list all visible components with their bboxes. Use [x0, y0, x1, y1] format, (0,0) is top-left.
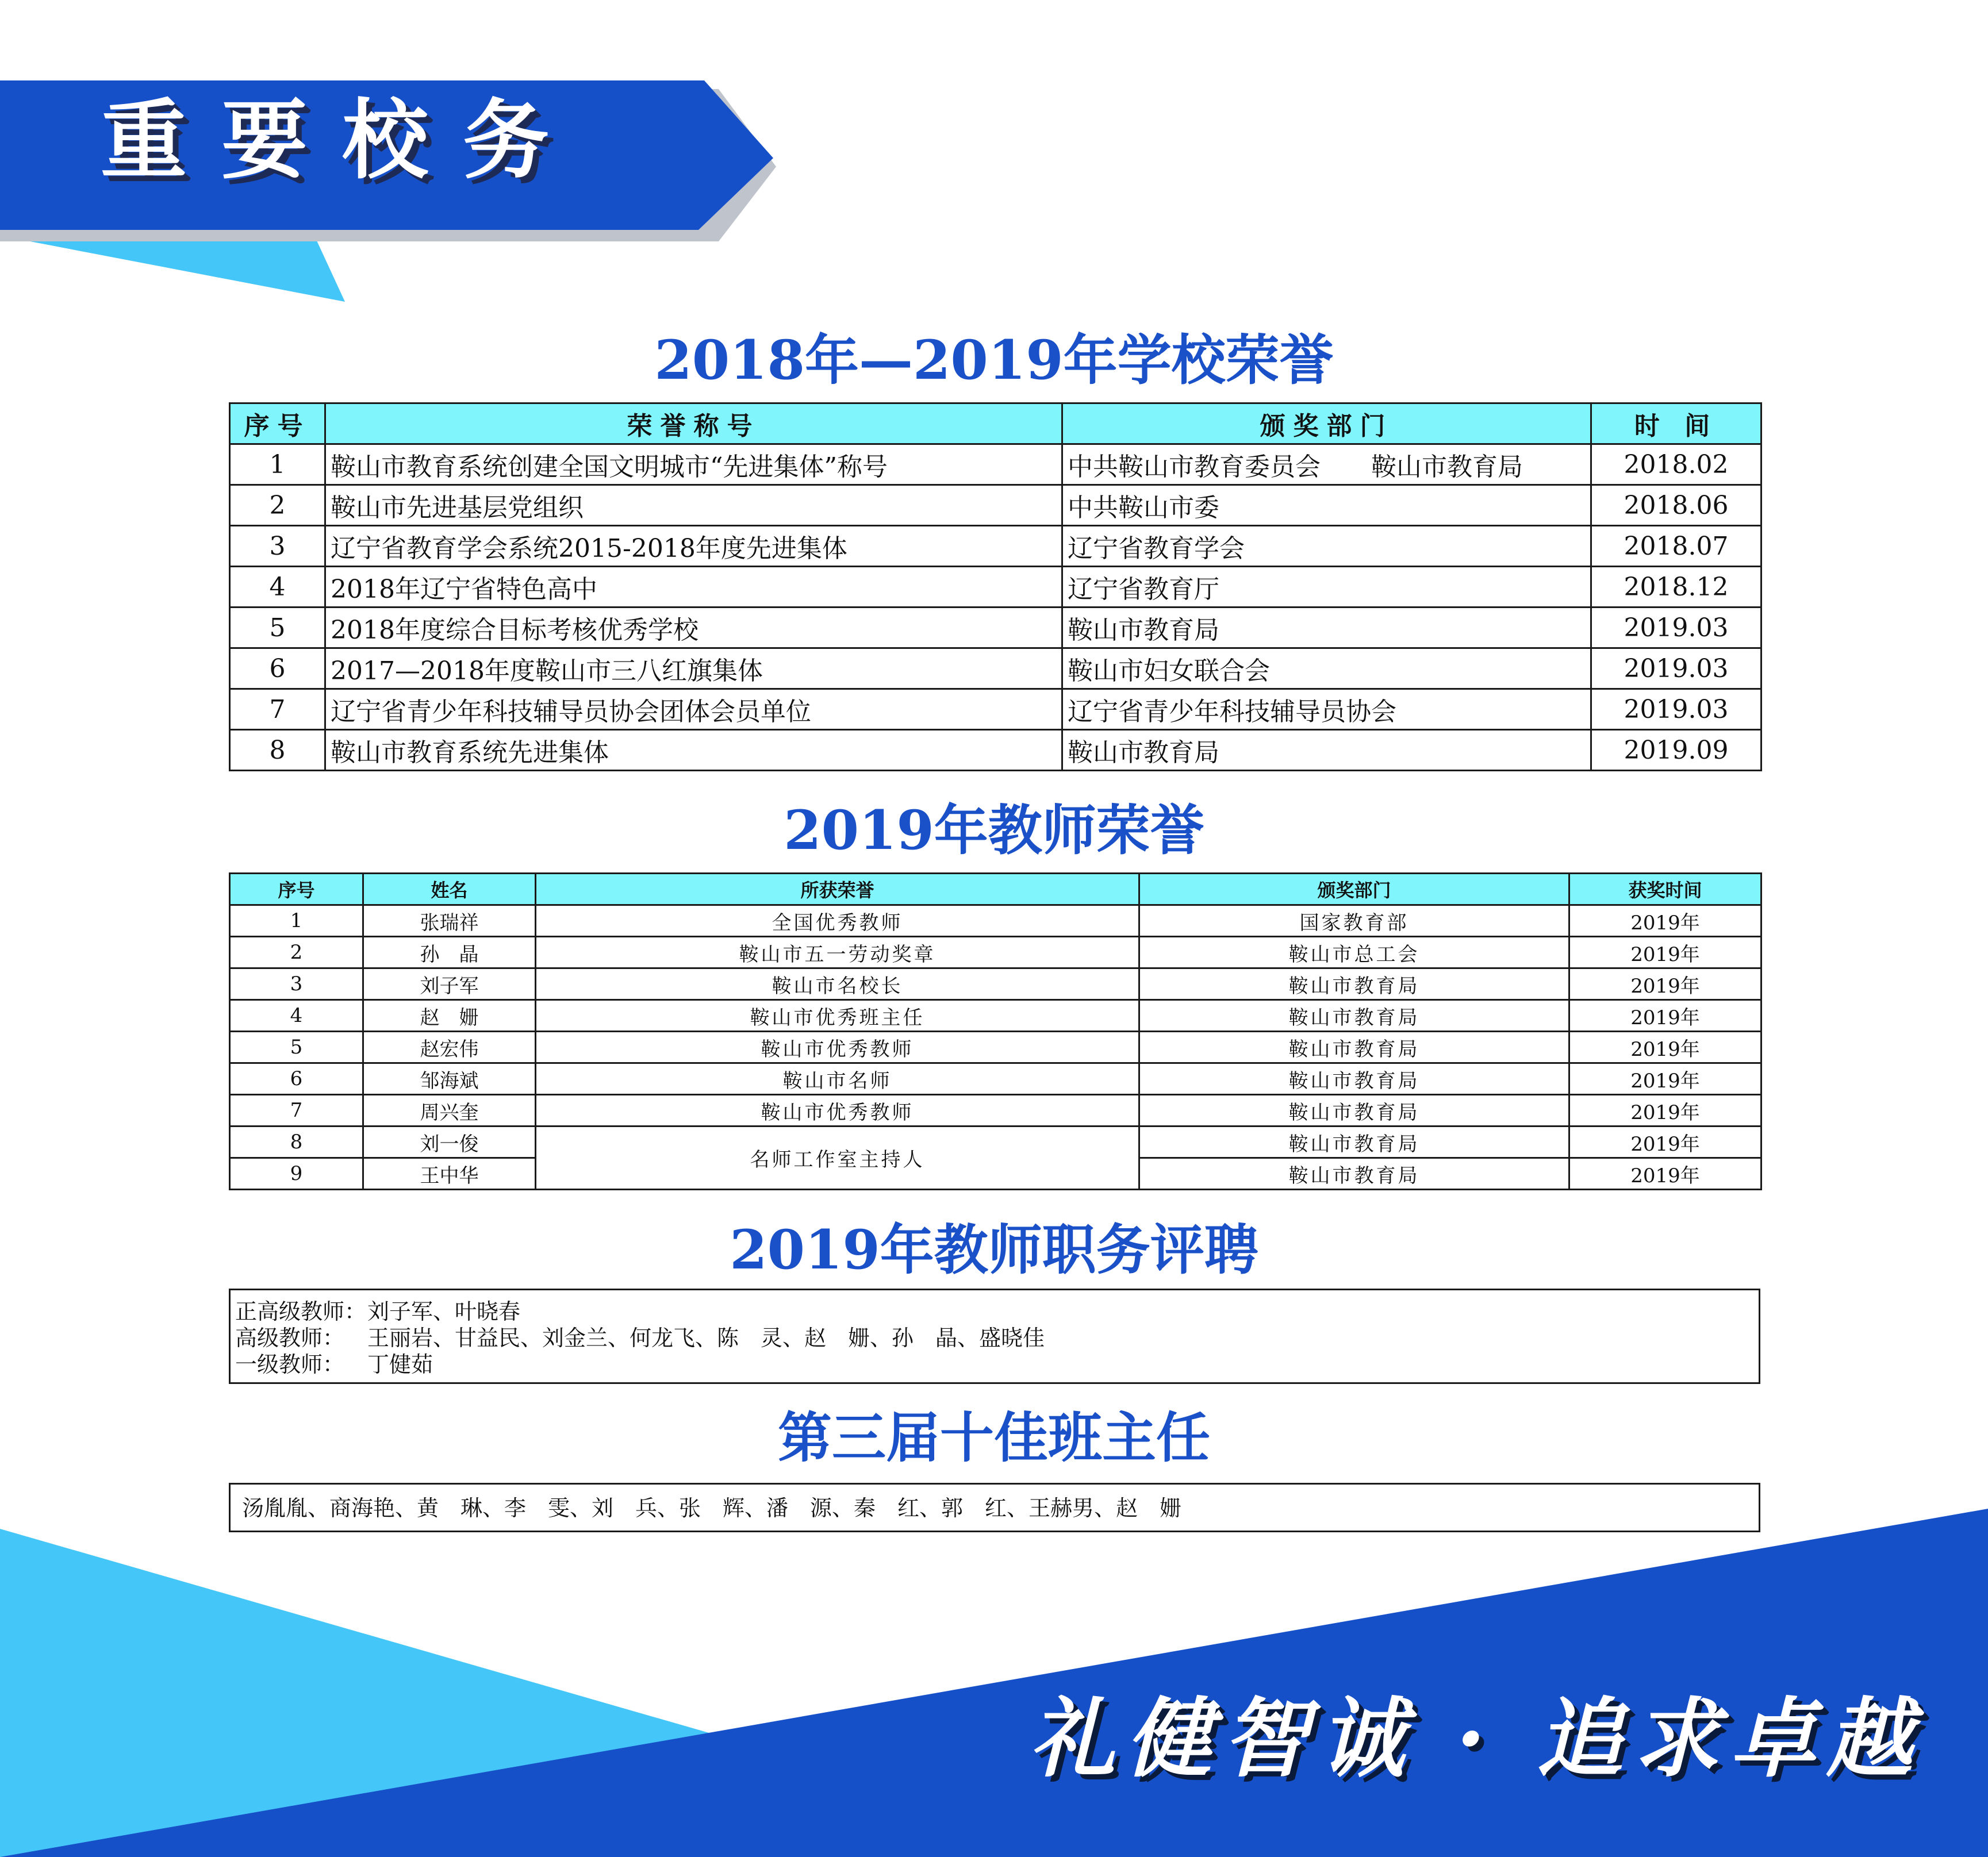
cell-name: 赵宏伟	[363, 1032, 536, 1063]
appointment-names: 刘子军、叶晓春	[367, 1299, 521, 1324]
cell-issuer: 鞍山市教育局	[1139, 1126, 1569, 1158]
cell-issuer: 国家教育部	[1139, 905, 1569, 937]
appointment-label: 高级教师：	[235, 1325, 345, 1351]
cell-name: 刘子军	[363, 968, 536, 1000]
cell-issuer: 鞍山市教育局	[1062, 608, 1591, 648]
cell-issuer: 鞍山市教育局	[1139, 1063, 1569, 1095]
cell-honor: 鞍山市教育系统创建全国文明城市“先进集体”称号	[325, 444, 1062, 485]
table-header-row	[230, 874, 1761, 905]
cell-index: 1	[230, 444, 325, 485]
cell-issuer: 鞍山市教育局	[1139, 1095, 1569, 1126]
cell-honor: 辽宁省教育学会系统2015-2018年度先进集体	[325, 526, 1062, 567]
table-row	[230, 1095, 1761, 1126]
table-row	[230, 526, 1761, 567]
cell-index: 8	[230, 730, 325, 771]
cell-name: 张瑞祥	[363, 905, 536, 937]
cell-index: 5	[230, 1032, 363, 1063]
banner-title: 重要校务	[101, 91, 584, 191]
table-row	[230, 1000, 1761, 1032]
cell-honor: 名师工作室主持人	[536, 1126, 1139, 1190]
cell-issuer: 中共鞍山市教育委员会 鞍山市教育局	[1062, 444, 1591, 485]
table-row	[230, 444, 1761, 485]
cell-issuer: 鞍山市教育局	[1139, 1032, 1569, 1063]
cell-issuer: 鞍山市教育局	[1139, 1000, 1569, 1032]
cell-date: 2019年	[1569, 1032, 1761, 1063]
cell-honor: 2017—2018年度鞍山市三八红旗集体	[325, 648, 1062, 689]
school-honors-table	[229, 402, 1762, 771]
cell-honor: 鞍山市优秀班主任	[536, 1000, 1139, 1032]
cell-honor: 全国优秀教师	[536, 905, 1139, 937]
cell-issuer: 鞍山市教育局	[1062, 730, 1591, 771]
column-header: 时 间	[1591, 403, 1761, 444]
cell-honor: 鞍山市优秀教师	[536, 1095, 1139, 1126]
cell-index: 6	[230, 648, 325, 689]
cell-date: 2019年	[1569, 1063, 1761, 1095]
cell-index: 8	[230, 1126, 363, 1158]
cell-date: 2019年	[1569, 937, 1761, 968]
cell-issuer: 辽宁省教育学会	[1062, 526, 1591, 567]
table-row	[230, 730, 1761, 771]
column-header: 序号	[230, 874, 363, 905]
cell-date: 2018.02	[1591, 444, 1761, 485]
table-header-row	[230, 403, 1761, 444]
cell-index: 7	[230, 689, 325, 730]
cell-date: 2019年	[1569, 905, 1761, 937]
cell-date: 2019.03	[1591, 648, 1761, 689]
school-honors-title: 2018年—2019年学校荣誉	[654, 329, 1334, 392]
cell-date: 2018.07	[1591, 526, 1761, 567]
cell-index: 2	[230, 937, 363, 968]
cell-honor: 鞍山市名师	[536, 1063, 1139, 1095]
top-ten-names: 汤胤胤、商海艳、黄 琳、李 雯、刘 兵、张 辉、潘 源、秦 红、郭 红、王赫男、赵 姗	[242, 1495, 1182, 1521]
column-header: 颁奖部门	[1062, 403, 1591, 444]
cell-date: 2019年	[1569, 1126, 1761, 1158]
table-row	[230, 968, 1761, 1000]
cell-issuer: 鞍山市总工会	[1139, 937, 1569, 968]
cell-honor: 鞍山市五一劳动奖章	[536, 937, 1139, 968]
cell-date: 2019年	[1569, 1000, 1761, 1032]
table-row	[230, 905, 1761, 937]
cell-issuer: 鞍山市妇女联合会	[1062, 648, 1591, 689]
cell-date: 2019年	[1569, 1095, 1761, 1126]
table-row	[230, 1126, 1761, 1158]
title-appointments-title: 2019年教师职务评聘	[730, 1218, 1258, 1282]
column-header: 颁奖部门	[1139, 874, 1569, 905]
cell-honor: 鞍山市教育系统先进集体	[325, 730, 1062, 771]
cell-date: 2019年	[1569, 1158, 1761, 1190]
column-header: 姓名	[363, 874, 536, 905]
appointment-line	[235, 1325, 1754, 1351]
cell-date: 2018.12	[1591, 567, 1761, 608]
cell-index: 2	[230, 485, 325, 526]
top-ten-title: 第三届十佳班主任	[777, 1406, 1210, 1470]
cell-honor: 辽宁省青少年科技辅导员协会团体会员单位	[325, 689, 1062, 730]
column-header: 所获荣誉	[536, 874, 1139, 905]
cell-index: 3	[230, 968, 363, 1000]
cell-name: 王中华	[363, 1158, 536, 1190]
cell-date: 2019年	[1569, 968, 1761, 1000]
cell-index: 1	[230, 905, 363, 937]
column-header: 荣誉称号	[325, 403, 1062, 444]
cell-honor: 2018年辽宁省特色高中	[325, 567, 1062, 608]
cell-issuer: 鞍山市教育局	[1139, 968, 1569, 1000]
cell-honor: 鞍山市名校长	[536, 968, 1139, 1000]
table-row	[230, 648, 1761, 689]
table-row	[230, 608, 1761, 648]
cell-name: 刘一俊	[363, 1126, 536, 1158]
table-row	[230, 567, 1761, 608]
table-row	[230, 689, 1761, 730]
cell-issuer: 鞍山市教育局	[1139, 1158, 1569, 1190]
table-row	[230, 1032, 1761, 1063]
cell-name: 邹海斌	[363, 1063, 536, 1095]
table-row	[230, 1063, 1761, 1095]
cell-issuer: 辽宁省教育厅	[1062, 567, 1591, 608]
cell-honor: 2018年度综合目标考核优秀学校	[325, 608, 1062, 648]
appointment-label: 正高级教师：	[235, 1299, 367, 1324]
appointment-names: 丁健茹	[367, 1352, 433, 1377]
table-row	[230, 485, 1761, 526]
cell-issuer: 辽宁省青少年科技辅导员协会	[1062, 689, 1591, 730]
cell-index: 4	[230, 567, 325, 608]
cell-index: 7	[230, 1095, 363, 1126]
appointment-line	[235, 1351, 1754, 1378]
slogan: 礼健智诚 · 追求卓越	[1029, 1688, 1923, 1789]
cell-honor: 鞍山市优秀教师	[536, 1032, 1139, 1063]
cell-name: 孙 晶	[363, 937, 536, 968]
table-row	[230, 937, 1761, 968]
cell-issuer: 中共鞍山市委	[1062, 485, 1591, 526]
teacher-honors-table	[229, 872, 1762, 1190]
appointment-names: 王丽岩、甘益民、刘金兰、何龙飞、陈 灵、赵 姗、孙 晶、盛晓佳	[367, 1325, 1045, 1351]
appointment-line	[235, 1298, 1754, 1325]
cell-index: 4	[230, 1000, 363, 1032]
teacher-honors-title: 2019年教师荣誉	[784, 799, 1204, 862]
cell-honor: 鞍山市先进基层党组织	[325, 485, 1062, 526]
cell-name: 赵 姗	[363, 1000, 536, 1032]
cell-date: 2019.09	[1591, 730, 1761, 771]
cell-index: 9	[230, 1158, 363, 1190]
column-header: 序号	[230, 403, 325, 444]
cell-index: 6	[230, 1063, 363, 1095]
cell-index: 3	[230, 526, 325, 567]
cell-index: 5	[230, 608, 325, 648]
cell-name: 周兴奎	[363, 1095, 536, 1126]
column-header: 获奖时间	[1569, 874, 1761, 905]
cell-date: 2019.03	[1591, 608, 1761, 648]
cell-date: 2018.06	[1591, 485, 1761, 526]
cell-date: 2019.03	[1591, 689, 1761, 730]
top-ten-box	[229, 1483, 1760, 1532]
title-appointments-box	[229, 1289, 1760, 1384]
appointment-label: 一级教师：	[235, 1352, 345, 1377]
